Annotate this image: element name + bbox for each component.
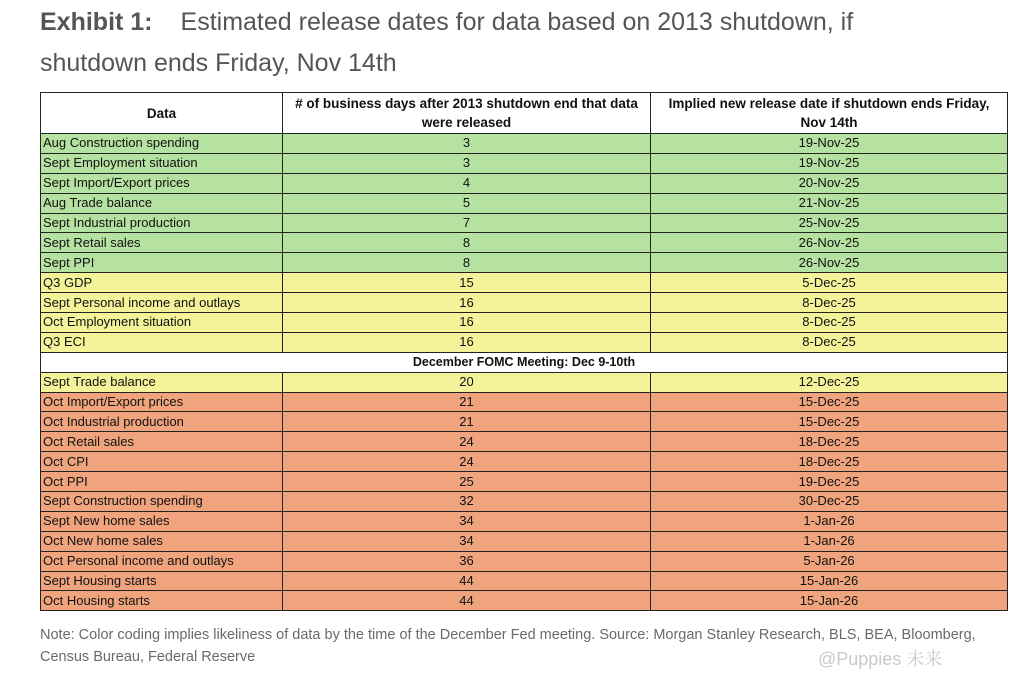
cell-data: Sept Trade balance [41, 372, 283, 392]
cell-data: Aug Construction spending [41, 134, 283, 154]
exhibit-label: Exhibit 1: [40, 8, 153, 36]
table-row [41, 531, 1008, 551]
cell-release-date: 25-Nov-25 [651, 213, 1008, 233]
cell-data: Sept Retail sales [41, 233, 283, 253]
cell-business-days: 34 [283, 511, 651, 531]
cell-data: Sept Industrial production [41, 213, 283, 233]
table-row [41, 472, 1008, 492]
cell-data: Oct CPI [41, 452, 283, 472]
table-row [41, 193, 1008, 213]
cell-business-days: 3 [283, 153, 651, 173]
header-data: Data [41, 93, 283, 134]
cell-business-days: 4 [283, 173, 651, 193]
table-row [41, 492, 1008, 512]
cell-business-days: 36 [283, 551, 651, 571]
title-text-1: Estimated release dates for data based on 2013 shutdown, if [180, 8, 854, 36]
cell-business-days: 21 [283, 392, 651, 412]
cell-release-date: 21-Nov-25 [651, 193, 1008, 213]
exhibit-title [40, 2, 1000, 84]
table-header-row [41, 93, 1008, 134]
table-body [41, 134, 1008, 611]
cell-release-date: 12-Dec-25 [651, 372, 1008, 392]
cell-release-date: 15-Jan-26 [651, 591, 1008, 611]
cell-release-date: 15-Dec-25 [651, 412, 1008, 432]
watermark: @Puppies 未来 [818, 649, 943, 669]
cell-business-days: 8 [283, 233, 651, 253]
cell-release-date: 5-Dec-25 [651, 273, 1008, 293]
table-row [41, 293, 1008, 313]
table-row [41, 511, 1008, 531]
cell-data: Oct Personal income and outlays [41, 551, 283, 571]
table-row [41, 153, 1008, 173]
cell-business-days: 34 [283, 531, 651, 551]
cell-data: Sept Employment situation [41, 153, 283, 173]
cell-data: Oct Import/Export prices [41, 392, 283, 412]
cell-data: Oct Housing starts [41, 591, 283, 611]
title-line-1 [40, 2, 1000, 43]
cell-business-days: 16 [283, 293, 651, 313]
cell-data: Q3 GDP [41, 273, 283, 293]
table-row [41, 233, 1008, 253]
fomc-separator-row [41, 352, 1008, 372]
cell-release-date: 5-Jan-26 [651, 551, 1008, 571]
cell-business-days: 24 [283, 452, 651, 472]
table-row [41, 591, 1008, 611]
table-row [41, 332, 1008, 352]
table-row [41, 432, 1008, 452]
fomc-separator-label: December FOMC Meeting: Dec 9-10th [41, 352, 1008, 372]
cell-data: Sept New home sales [41, 511, 283, 531]
table-row [41, 372, 1008, 392]
cell-business-days: 3 [283, 134, 651, 154]
table-row [41, 571, 1008, 591]
cell-data: Oct PPI [41, 472, 283, 492]
cell-business-days: 5 [283, 193, 651, 213]
cell-release-date: 1-Jan-26 [651, 511, 1008, 531]
cell-release-date: 30-Dec-25 [651, 492, 1008, 512]
cell-business-days: 20 [283, 372, 651, 392]
cell-release-date: 8-Dec-25 [651, 332, 1008, 352]
cell-release-date: 8-Dec-25 [651, 293, 1008, 313]
cell-data: Q3 ECI [41, 332, 283, 352]
cell-data: Sept PPI [41, 253, 283, 273]
cell-release-date: 1-Jan-26 [651, 531, 1008, 551]
title-text-2: shutdown ends Friday, Nov 14th [40, 49, 397, 77]
table-row [41, 253, 1008, 273]
cell-release-date: 19-Nov-25 [651, 134, 1008, 154]
cell-release-date: 26-Nov-25 [651, 233, 1008, 253]
cell-data: Oct Industrial production [41, 412, 283, 432]
cell-business-days: 44 [283, 591, 651, 611]
cell-release-date: 15-Dec-25 [651, 392, 1008, 412]
cell-data: Sept Housing starts [41, 571, 283, 591]
cell-business-days: 21 [283, 412, 651, 432]
cell-business-days: 44 [283, 571, 651, 591]
cell-release-date: 18-Dec-25 [651, 432, 1008, 452]
table-row [41, 134, 1008, 154]
cell-release-date: 19-Nov-25 [651, 153, 1008, 173]
cell-business-days: 24 [283, 432, 651, 452]
cell-release-date: 18-Dec-25 [651, 452, 1008, 472]
header-business-days: # of business days after 2013 shutdown end that data were released [283, 93, 651, 134]
cell-release-date: 20-Nov-25 [651, 173, 1008, 193]
table-row [41, 392, 1008, 412]
cell-release-date: 26-Nov-25 [651, 253, 1008, 273]
cell-business-days: 8 [283, 253, 651, 273]
cell-data: Sept Personal income and outlays [41, 293, 283, 313]
cell-data: Sept Construction spending [41, 492, 283, 512]
header-release-date: Implied new release date if shutdown ends Friday, Nov 14th [651, 93, 1008, 134]
cell-business-days: 25 [283, 472, 651, 492]
cell-release-date: 15-Jan-26 [651, 571, 1008, 591]
cell-data: Sept Import/Export prices [41, 173, 283, 193]
cell-business-days: 15 [283, 273, 651, 293]
cell-release-date: 8-Dec-25 [651, 313, 1008, 333]
table-row [41, 213, 1008, 233]
table-row [41, 452, 1008, 472]
cell-data: Oct Retail sales [41, 432, 283, 452]
cell-business-days: 7 [283, 213, 651, 233]
cell-data: Oct New home sales [41, 531, 283, 551]
cell-release-date: 19-Dec-25 [651, 472, 1008, 492]
table-row [41, 412, 1008, 432]
table-row [41, 173, 1008, 193]
cell-business-days: 32 [283, 492, 651, 512]
cell-data: Oct Employment situation [41, 313, 283, 333]
table-row [41, 273, 1008, 293]
table-row [41, 313, 1008, 333]
cell-data: Aug Trade balance [41, 193, 283, 213]
cell-business-days: 16 [283, 313, 651, 333]
release-dates-table [40, 92, 1008, 611]
footnote: Note: Color coding implies likeliness of data by the time of the December Fed meeting. Source: Morgan Stanley Research, BLS, BEA, Bloomberg, Census Bureau, Federal Reserve [40, 627, 976, 665]
cell-business-days: 16 [283, 332, 651, 352]
table-row [41, 551, 1008, 571]
